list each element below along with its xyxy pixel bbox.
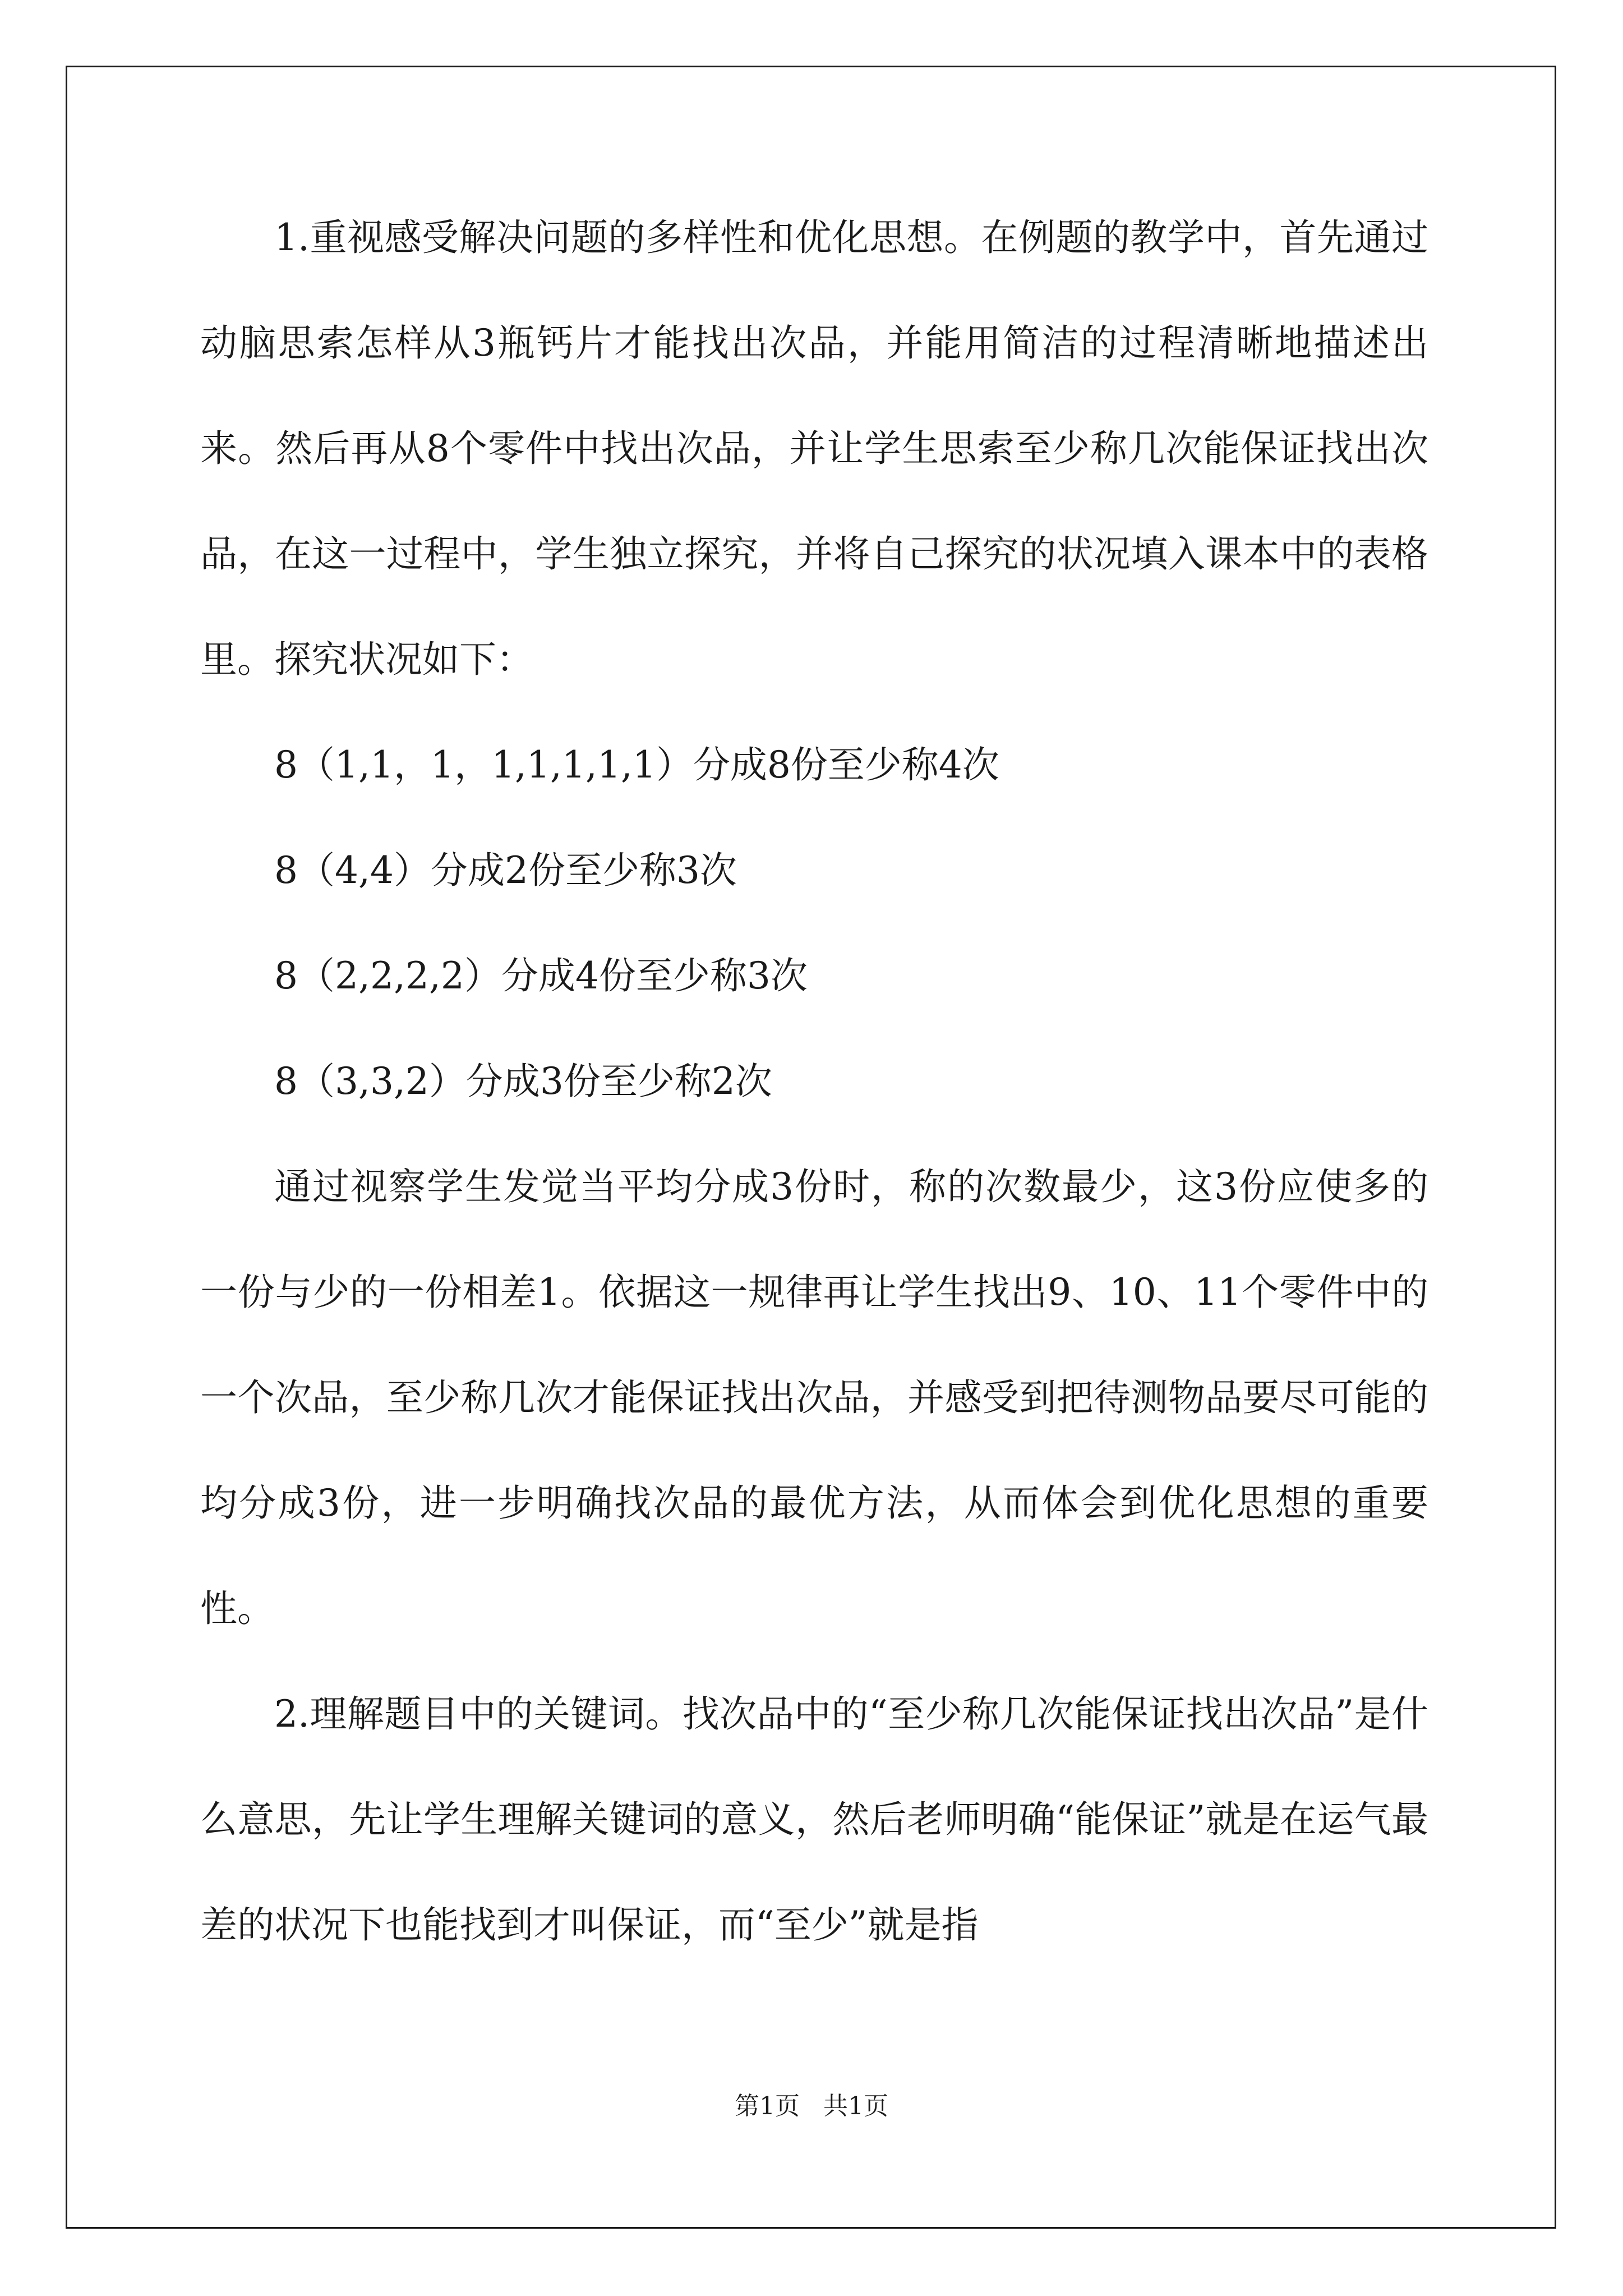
page-footer [0,2086,1623,2122]
case-line-4: 8（3,3,2）分成3份至少称2次 [274,1060,772,1103]
case-line-2: 8（4,4）分成2份至少称3次 [274,849,737,892]
case-line-1: 8（1,1，1，1,1,1,1,1）分成8份至少称4次 [274,743,999,786]
document-body [200,185,1428,1978]
paragraph-1: 1.重视感受解决问题的多样性和优化思想。在例题的教学中，首先通过动脑思索怎样从3瓶钙片才能找出次品，并能用简洁的过程清晰地描述出来。然后再从8个零件中找出次品，并让学生思索至少称几次能保证找出次品，在这一过程中，学生独立探究，并将自己探究的状况填入课本中的表格里。探究状况如下： [200,216,1428,681]
paragraph-2: 通过视察学生发觉当平均分成3份时，称的次数最少，这3份应使多的一份与少的一份相差1。依据这一规律再让学生找出9、10、11个零件中的一个次品，至少称几次才能保证找出次品，并感受到把待测物品要尽可能的均分成3份，进一步明确找次品的最优方法，从而体会到优化思想的重要性。 [200,1165,1428,1630]
paragraph-3: 2.理解题目中的关键词。找次品中的“至少称几次能保证找出次品”是什么意思，先让学生理解关键词的意义，然后老师明确“能保证”就是在运气最差的状况下也能找到才叫保证，而“至少”就是指 [200,1692,1428,1947]
page-number: 第1页 [735,2092,800,2120]
case-line-3: 8（2,2,2,2）分成4份至少称3次 [274,954,808,997]
page-total: 共1页 [823,2092,888,2120]
